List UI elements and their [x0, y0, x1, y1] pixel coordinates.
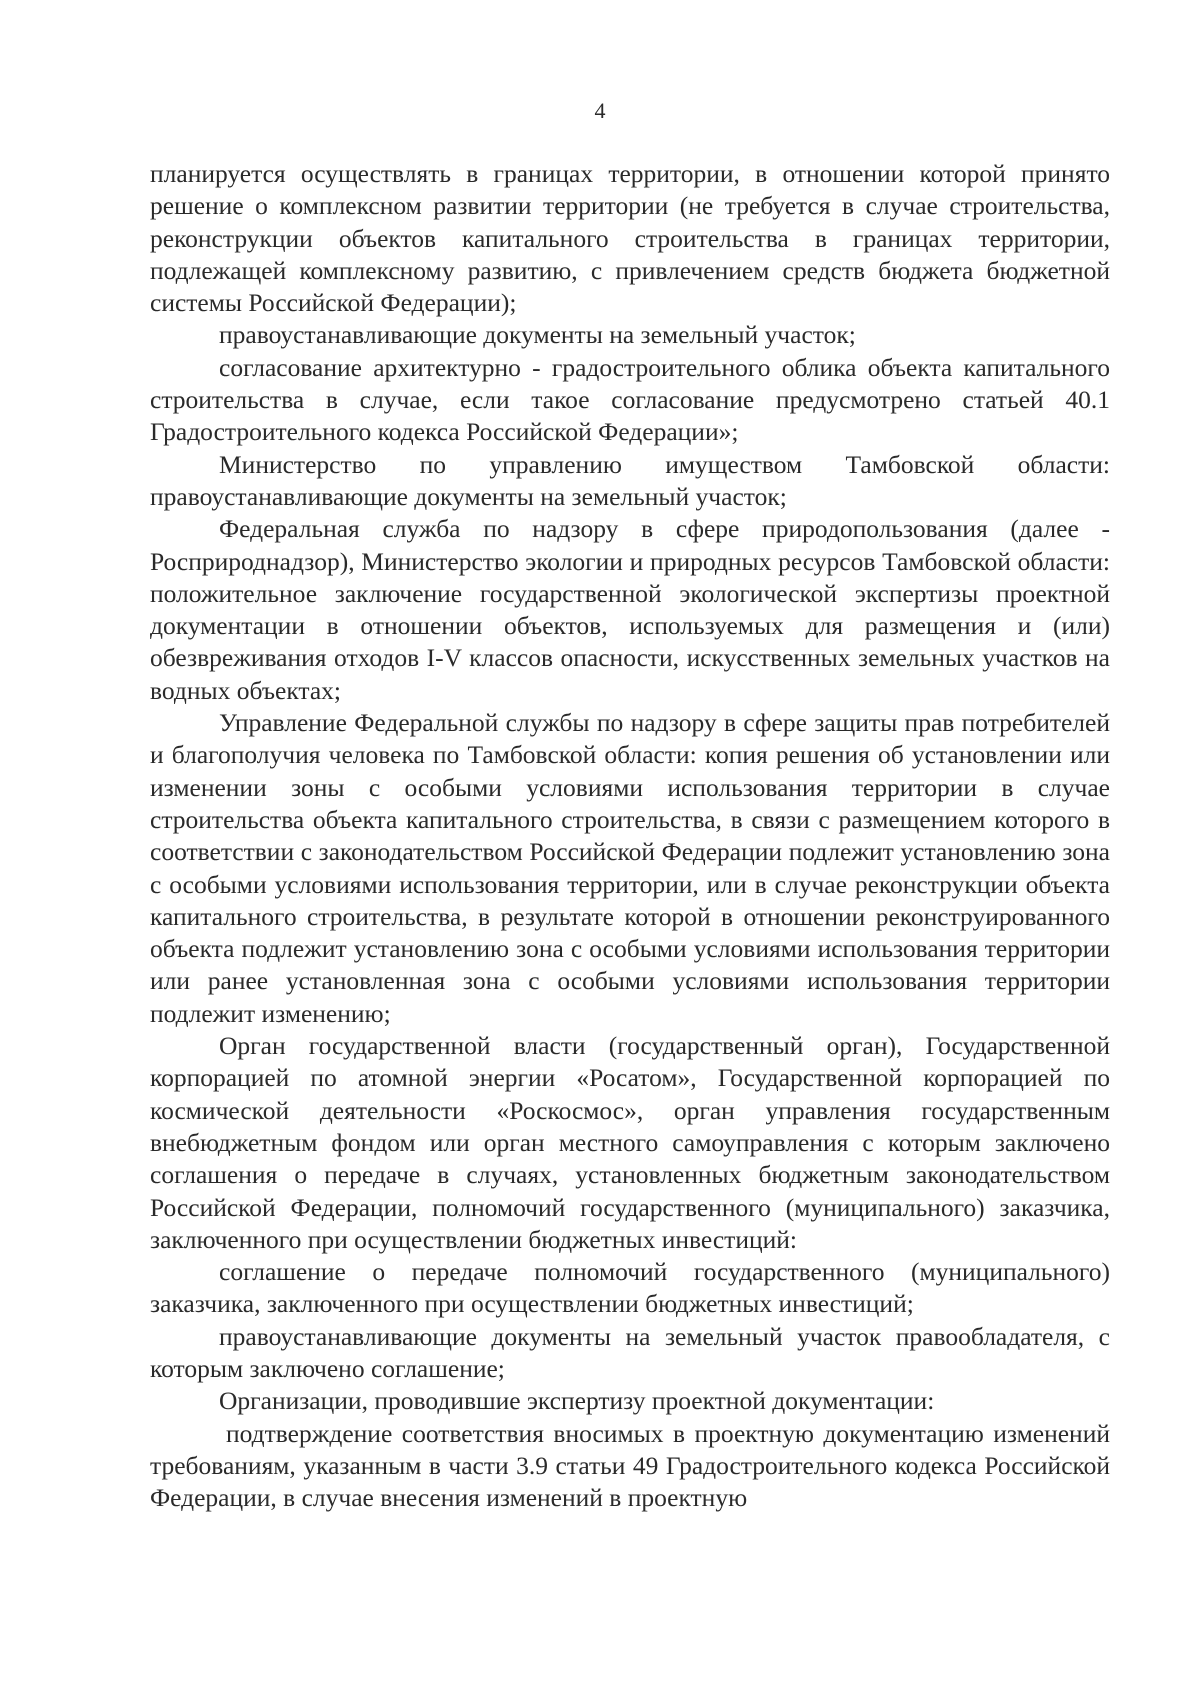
paragraph-continuation: планируется осуществлять в границах территории, в отношении которой принято решение о комплексном развитии территории (не требуется в случае строительства, реконструкции объектов капитального строительства в границах территории, подлежащей комплексному развитию, с привлечением средств бюджета бюджетной системы Российской Федерации); — [150, 159, 1110, 318]
page-number: 4 — [594, 98, 606, 123]
paragraph-delegation-agreement: соглашение о передаче полномочий государственного (муниципального) заказчика, заключенного при осуществлении бюджетных инвестиций; — [150, 1257, 1110, 1319]
paragraph-title-documents: правоустанавливающие документы на земельный участок; — [219, 320, 856, 350]
paragraph-compliance-confirmation: подтверждение соответствия вносимых в проектную документацию изменений требованиям, указанным в части 3.9 статьи 49 Градостроительного кодекса Российской Федерации, в случае внесения изменений в проектную — [150, 1418, 1110, 1513]
paragraph-architectural-approval: согласование архитектурно - градостроительного облика объекта капитального строительства в случае, если такое согласование предусмотрено статьей 40.1 Градостроительного кодекса Российской Федерации»; — [150, 352, 1110, 447]
paragraph-consumer-protection: Управление Федеральной службы по надзору в сфере защиты прав потребителей и благополучия человека по Тамбовской области: копия решения об установлении или изменении зоны с особыми условиями использования территории в случае строительства объекта капитального строительства, в связи с размещением которого в соответствии с законодательством Российской Федерации подлежит установлению зона с особыми условиями использования территории, или в случае реконструкции объекта капитального строительства, в результате которой в отношении реконструированного объекта подлежит установлению зона с особыми условиями использования территории или ранее установленная зона с особыми условиями использования территории подлежит изменению; — [150, 708, 1110, 1028]
document-body — [150, 158, 1110, 1514]
paragraph-property-ministry: Министерство по управлению имуществом Тамбовской области: правоустанавливающие документы на земельный участок; — [150, 449, 1110, 511]
paragraph-holder-documents: правоустанавливающие документы на земельный участок правообладателя, с которым заключено соглашение; — [150, 1321, 1110, 1383]
paragraph-rosprirodnadzor: Федеральная служба по надзору в сфере природопользования (далее - Росприроднадзор), Министерство экологии и природных ресурсов Тамбовской области: положительное заключение государственной экологической экспертизы проектной документации в отношении объектов, используемых для размещения и (или) обезвреживания отходов I-V классов опасности, искусственных земельных участков на водных объектах; — [150, 514, 1110, 705]
paragraph-expertise-organizations: Организации, проводившие экспертизу проектной документации: — [219, 1386, 935, 1416]
paragraph-state-authority: Орган государственной власти (государственный орган), Государственной корпорацией по атомной энергии «Росатом», Государственной корпорацией по космической деятельности «Роскосмос», орган управления государственным внебюджетным фондом или орган местного самоуправления с которым заключено соглашения о передаче в случаях, установленных бюджетным законодательством Российской Федерации, полномочий государственного (муниципального) заказчика, заключенного при осуществлении бюджетных инвестиций: — [150, 1031, 1110, 1254]
